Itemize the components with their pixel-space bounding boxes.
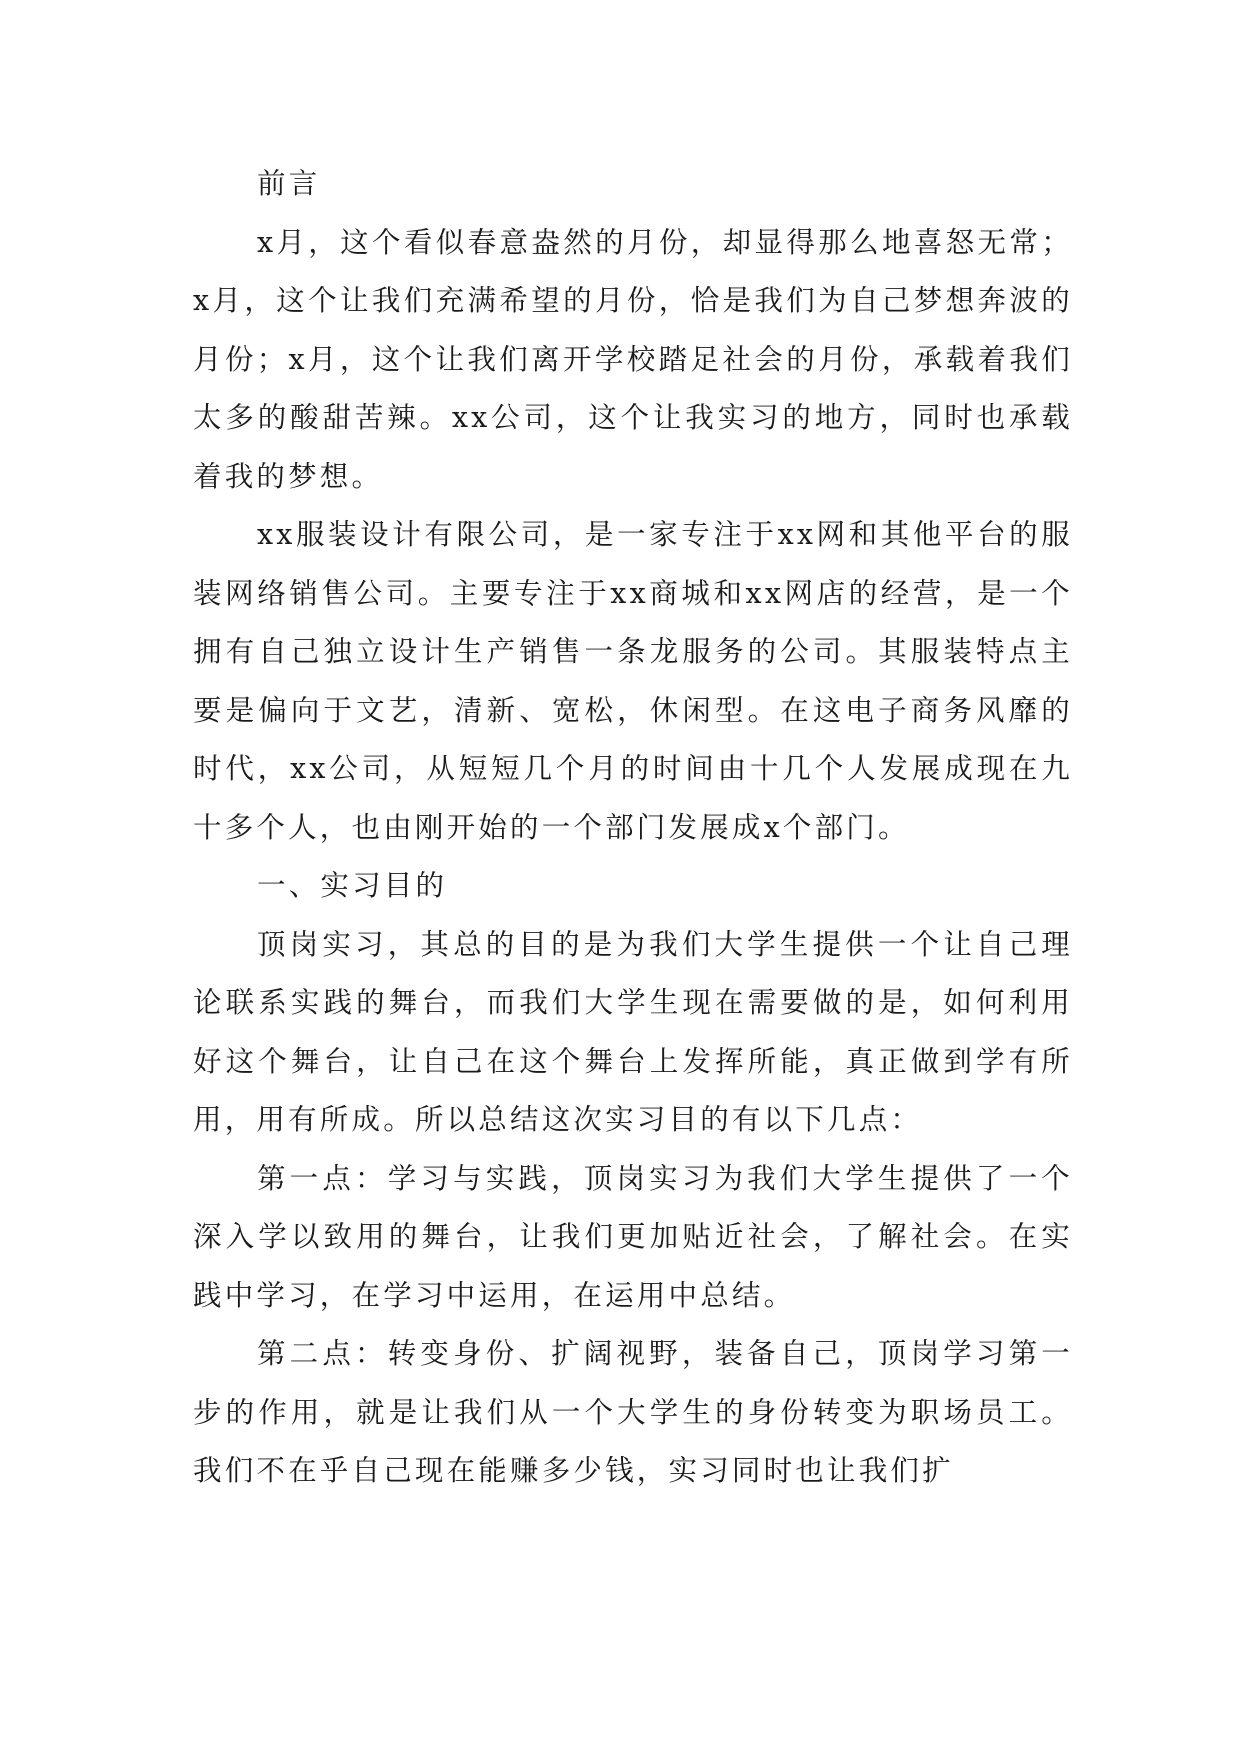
paragraph-preface-1: x月，这个看似春意盎然的月份，却显得那么地喜怒无常；x月，这个让我们充满希望的月份，恰是我们为自己梦想奔波的月份；x月，这个让我们离开学校踏足社会的月份，承载着我们太多的酸甜苦辣。xx公司，这个让我实习的地方，同时也承载着我的梦想。: [193, 225, 1073, 493]
document-body: [193, 155, 1073, 1501]
paragraph-point-one: 第一点：学习与实践，顶岗实习为我们大学生提供了一个深入学以致用的舞台，让我们更加贴近社会，了解社会。在实践中学习，在学习中运用，在运用中总结。: [193, 1161, 1073, 1312]
paragraph-purpose-intro: 顶岗实习，其总的目的是为我们大学生提供一个让自己理论联系实践的舞台，而我们大学生现在需要做的是，如何利用好这个舞台，让自己在这个舞台上发挥所能，真正做到学有所用，用有所成。所以总结这次实习目的有以下几点：: [193, 927, 1073, 1136]
section-title-internship-purpose: 一、实习目的: [257, 869, 448, 902]
paragraph-point-two: 第二点：转变身份、扩阔视野，装备自己，顶岗学习第一步的作用，就是让我们从一个大学生的身份转变为职场员工。我们不在乎自己现在能赚多少钱，实习同时也让我们扩: [193, 1337, 1073, 1487]
preface-title: 前言: [257, 167, 321, 200]
paragraph-preface-2: xx服装设计有限公司，是一家专注于xx网和其他平台的服装网络销售公司。主要专注于xx商城和xx网店的经营，是一个拥有自己独立设计生产销售一条龙服务的公司。其服装特点主要是偏向于文艺，清新、宽松，休闲型。在这电子商务风靡的时代，xx公司，从短短几个月的时间由十几个人发展成现在九十多个人，也由刚开始的一个部门发展成x个部门。: [193, 518, 1073, 844]
